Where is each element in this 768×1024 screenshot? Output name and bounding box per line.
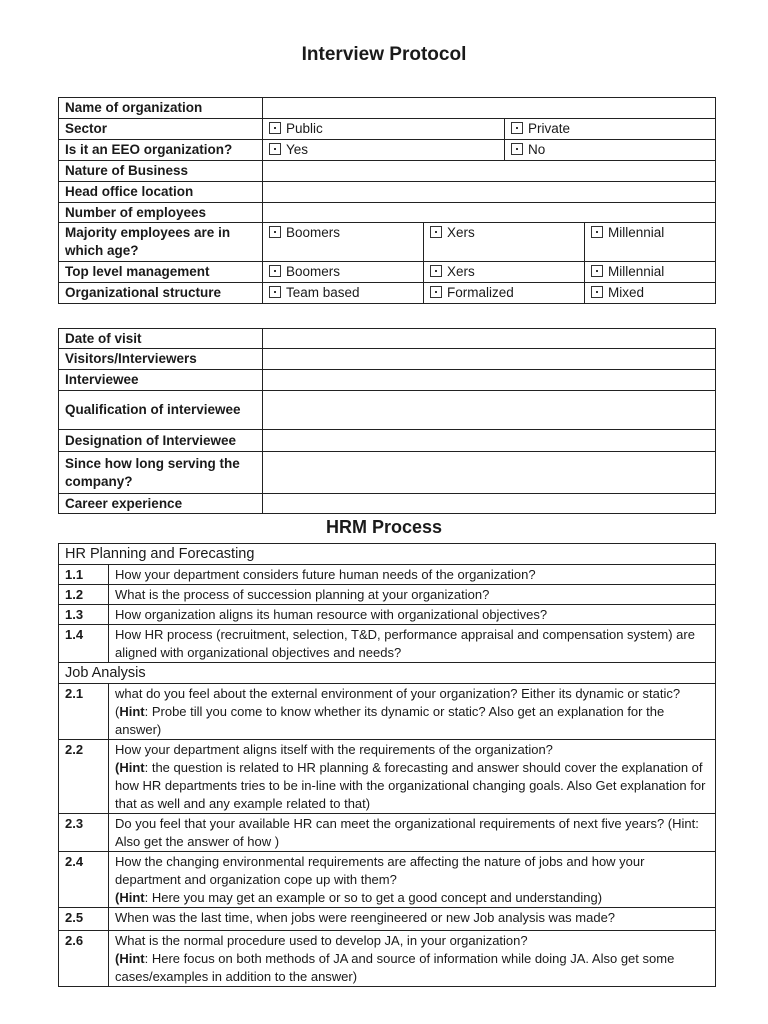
- option-label: Xers: [447, 264, 475, 279]
- majority-boomers-option[interactable]: [263, 223, 424, 262]
- top-level-management-label: Top level management: [59, 262, 263, 283]
- option-label: Mixed: [608, 285, 645, 300]
- question-text: Do you feel that your available HR can meet the organizational requirements of next five years? (Hint: Also get the answer of how ): [109, 814, 716, 852]
- question-number: 2.4: [59, 852, 109, 908]
- career-experience-label: Career experience: [59, 494, 263, 514]
- number-of-employees-field[interactable]: [263, 203, 716, 223]
- majority-age-label: Majority employees are in which age?: [59, 223, 263, 262]
- hrm-process-table: [58, 543, 716, 987]
- checkbox-icon[interactable]: [591, 265, 603, 277]
- checkbox-icon[interactable]: [269, 265, 281, 277]
- question-part: : the question is related to HR planning & forecasting and answer should cover the explanation of how HR departments tries to be in-line with the organizational changing goals. Also Get explanation for that as well and any example related to that): [115, 760, 706, 811]
- top-millennial-option[interactable]: [585, 262, 716, 283]
- name-of-organization-label: Name of organization: [59, 98, 263, 119]
- eeo-no-option[interactable]: [505, 140, 716, 161]
- question-text: [109, 931, 716, 987]
- question-part: what do you feel about the external environment of your organization? Either its dynamic or static? (: [115, 686, 681, 719]
- top-boomers-option[interactable]: [263, 262, 424, 283]
- structure-team-based-option[interactable]: [263, 283, 424, 304]
- career-experience-field[interactable]: [263, 494, 716, 514]
- visitors-field[interactable]: [263, 349, 716, 370]
- checkbox-icon[interactable]: [430, 286, 442, 298]
- option-label: Yes: [286, 142, 309, 157]
- section-hr-planning: HR Planning and Forecasting: [59, 544, 716, 565]
- head-office-field[interactable]: [263, 182, 716, 203]
- option-label: No: [528, 142, 546, 157]
- question-text: [109, 684, 716, 740]
- checkbox-icon[interactable]: [591, 286, 603, 298]
- eeo-yes-option[interactable]: [263, 140, 505, 161]
- question-part: : Probe till you come to know whether its dynamic or static? Also get an explanation for the answer): [115, 704, 665, 737]
- hrm-process-title: HRM Process: [325, 517, 443, 537]
- question-number: 2.3: [59, 814, 109, 852]
- checkbox-icon[interactable]: [269, 122, 281, 134]
- question-number: 2.6: [59, 931, 109, 987]
- top-xers-option[interactable]: [424, 262, 585, 283]
- checkbox-icon[interactable]: [511, 143, 523, 155]
- question-number: 2.5: [59, 908, 109, 931]
- majority-xers-option[interactable]: [424, 223, 585, 262]
- option-label: Boomers: [286, 264, 341, 279]
- question-number: 2.2: [59, 740, 109, 814]
- majority-millennial-option[interactable]: [585, 223, 716, 262]
- question-text: How organization aligns its human resource with organizational objectives?: [109, 605, 716, 625]
- interviewee-field[interactable]: [263, 370, 716, 391]
- visitors-label: Visitors/Interviewers: [59, 349, 263, 370]
- date-of-visit-field[interactable]: [263, 329, 716, 349]
- checkbox-icon[interactable]: [511, 122, 523, 134]
- question-part: : Here you may get an example or so to get a good concept and understanding): [144, 890, 603, 905]
- hint-label: (Hint: [115, 890, 145, 905]
- checkbox-icon[interactable]: [269, 286, 281, 298]
- option-label: Millennial: [608, 264, 665, 279]
- section-job-analysis: Job Analysis: [59, 663, 716, 684]
- option-label: Public: [286, 121, 323, 136]
- nature-of-business-label: Nature of Business: [59, 161, 263, 182]
- checkbox-icon[interactable]: [591, 226, 603, 238]
- question-text: How your department considers future human needs of the organization?: [109, 565, 716, 585]
- question-text: [109, 852, 716, 908]
- question-number: 1.2: [59, 585, 109, 605]
- sector-public-option[interactable]: [263, 119, 505, 140]
- question-part: How your department aligns itself with the requirements of the organization?: [115, 742, 553, 757]
- visit-table: [58, 328, 716, 514]
- question-part: How the changing environmental requirements are affecting the nature of jobs and how your department and organization cope up with them?: [115, 854, 645, 887]
- hint-label: (Hint: [115, 760, 145, 775]
- serving-since-field[interactable]: [263, 452, 716, 494]
- hint-label: (Hint: [115, 951, 145, 966]
- question-text: [109, 740, 716, 814]
- question-part: : Here focus on both methods of JA and source of information while doing JA. Also get some cases/examples in addition to the answer): [115, 951, 675, 984]
- qualification-label: Qualification of interviewee: [59, 391, 263, 430]
- option-label: Formalized: [447, 285, 514, 300]
- designation-label: Designation of Interviewee: [59, 430, 263, 452]
- hint-label: Hint: [119, 704, 145, 719]
- option-label: Team based: [286, 285, 360, 300]
- question-text: How HR process (recruitment, selection, T&D, performance appraisal and compensation system) are aligned with organizational objectives and needs?: [109, 625, 716, 663]
- question-number: 1.3: [59, 605, 109, 625]
- page-title: Interview Protocol: [301, 44, 467, 65]
- interviewee-label: Interviewee: [59, 370, 263, 391]
- sector-private-option[interactable]: [505, 119, 716, 140]
- checkbox-icon[interactable]: [269, 226, 281, 238]
- question-text: What is the process of succession planning at your organization?: [109, 585, 716, 605]
- number-of-employees-label: Number of employees: [59, 203, 263, 223]
- organizational-structure-label: Organizational structure: [59, 283, 263, 304]
- structure-mixed-option[interactable]: [585, 283, 716, 304]
- question-part: What is the normal procedure used to develop JA, in your organization?: [115, 933, 528, 948]
- date-of-visit-label: Date of visit: [59, 329, 263, 349]
- head-office-label: Head office location: [59, 182, 263, 203]
- sector-label: Sector: [59, 119, 263, 140]
- option-label: Xers: [447, 225, 475, 240]
- name-of-organization-field[interactable]: [263, 98, 716, 119]
- checkbox-icon[interactable]: [269, 143, 281, 155]
- option-label: Millennial: [608, 225, 665, 240]
- question-text: When was the last time, when jobs were reengineered or new Job analysis was made?: [109, 908, 716, 931]
- eeo-label: Is it an EEO organization?: [59, 140, 263, 161]
- checkbox-icon[interactable]: [430, 265, 442, 277]
- organization-table: [58, 97, 716, 304]
- qualification-field[interactable]: [263, 391, 716, 430]
- question-number: 1.4: [59, 625, 109, 663]
- structure-formalized-option[interactable]: [424, 283, 585, 304]
- checkbox-icon[interactable]: [430, 226, 442, 238]
- nature-of-business-field[interactable]: [263, 161, 716, 182]
- serving-since-label: Since how long serving the company?: [59, 452, 263, 494]
- option-label: Boomers: [286, 225, 341, 240]
- designation-field[interactable]: [263, 430, 716, 452]
- question-number: 2.1: [59, 684, 109, 740]
- question-number: 1.1: [59, 565, 109, 585]
- option-label: Private: [528, 121, 571, 136]
